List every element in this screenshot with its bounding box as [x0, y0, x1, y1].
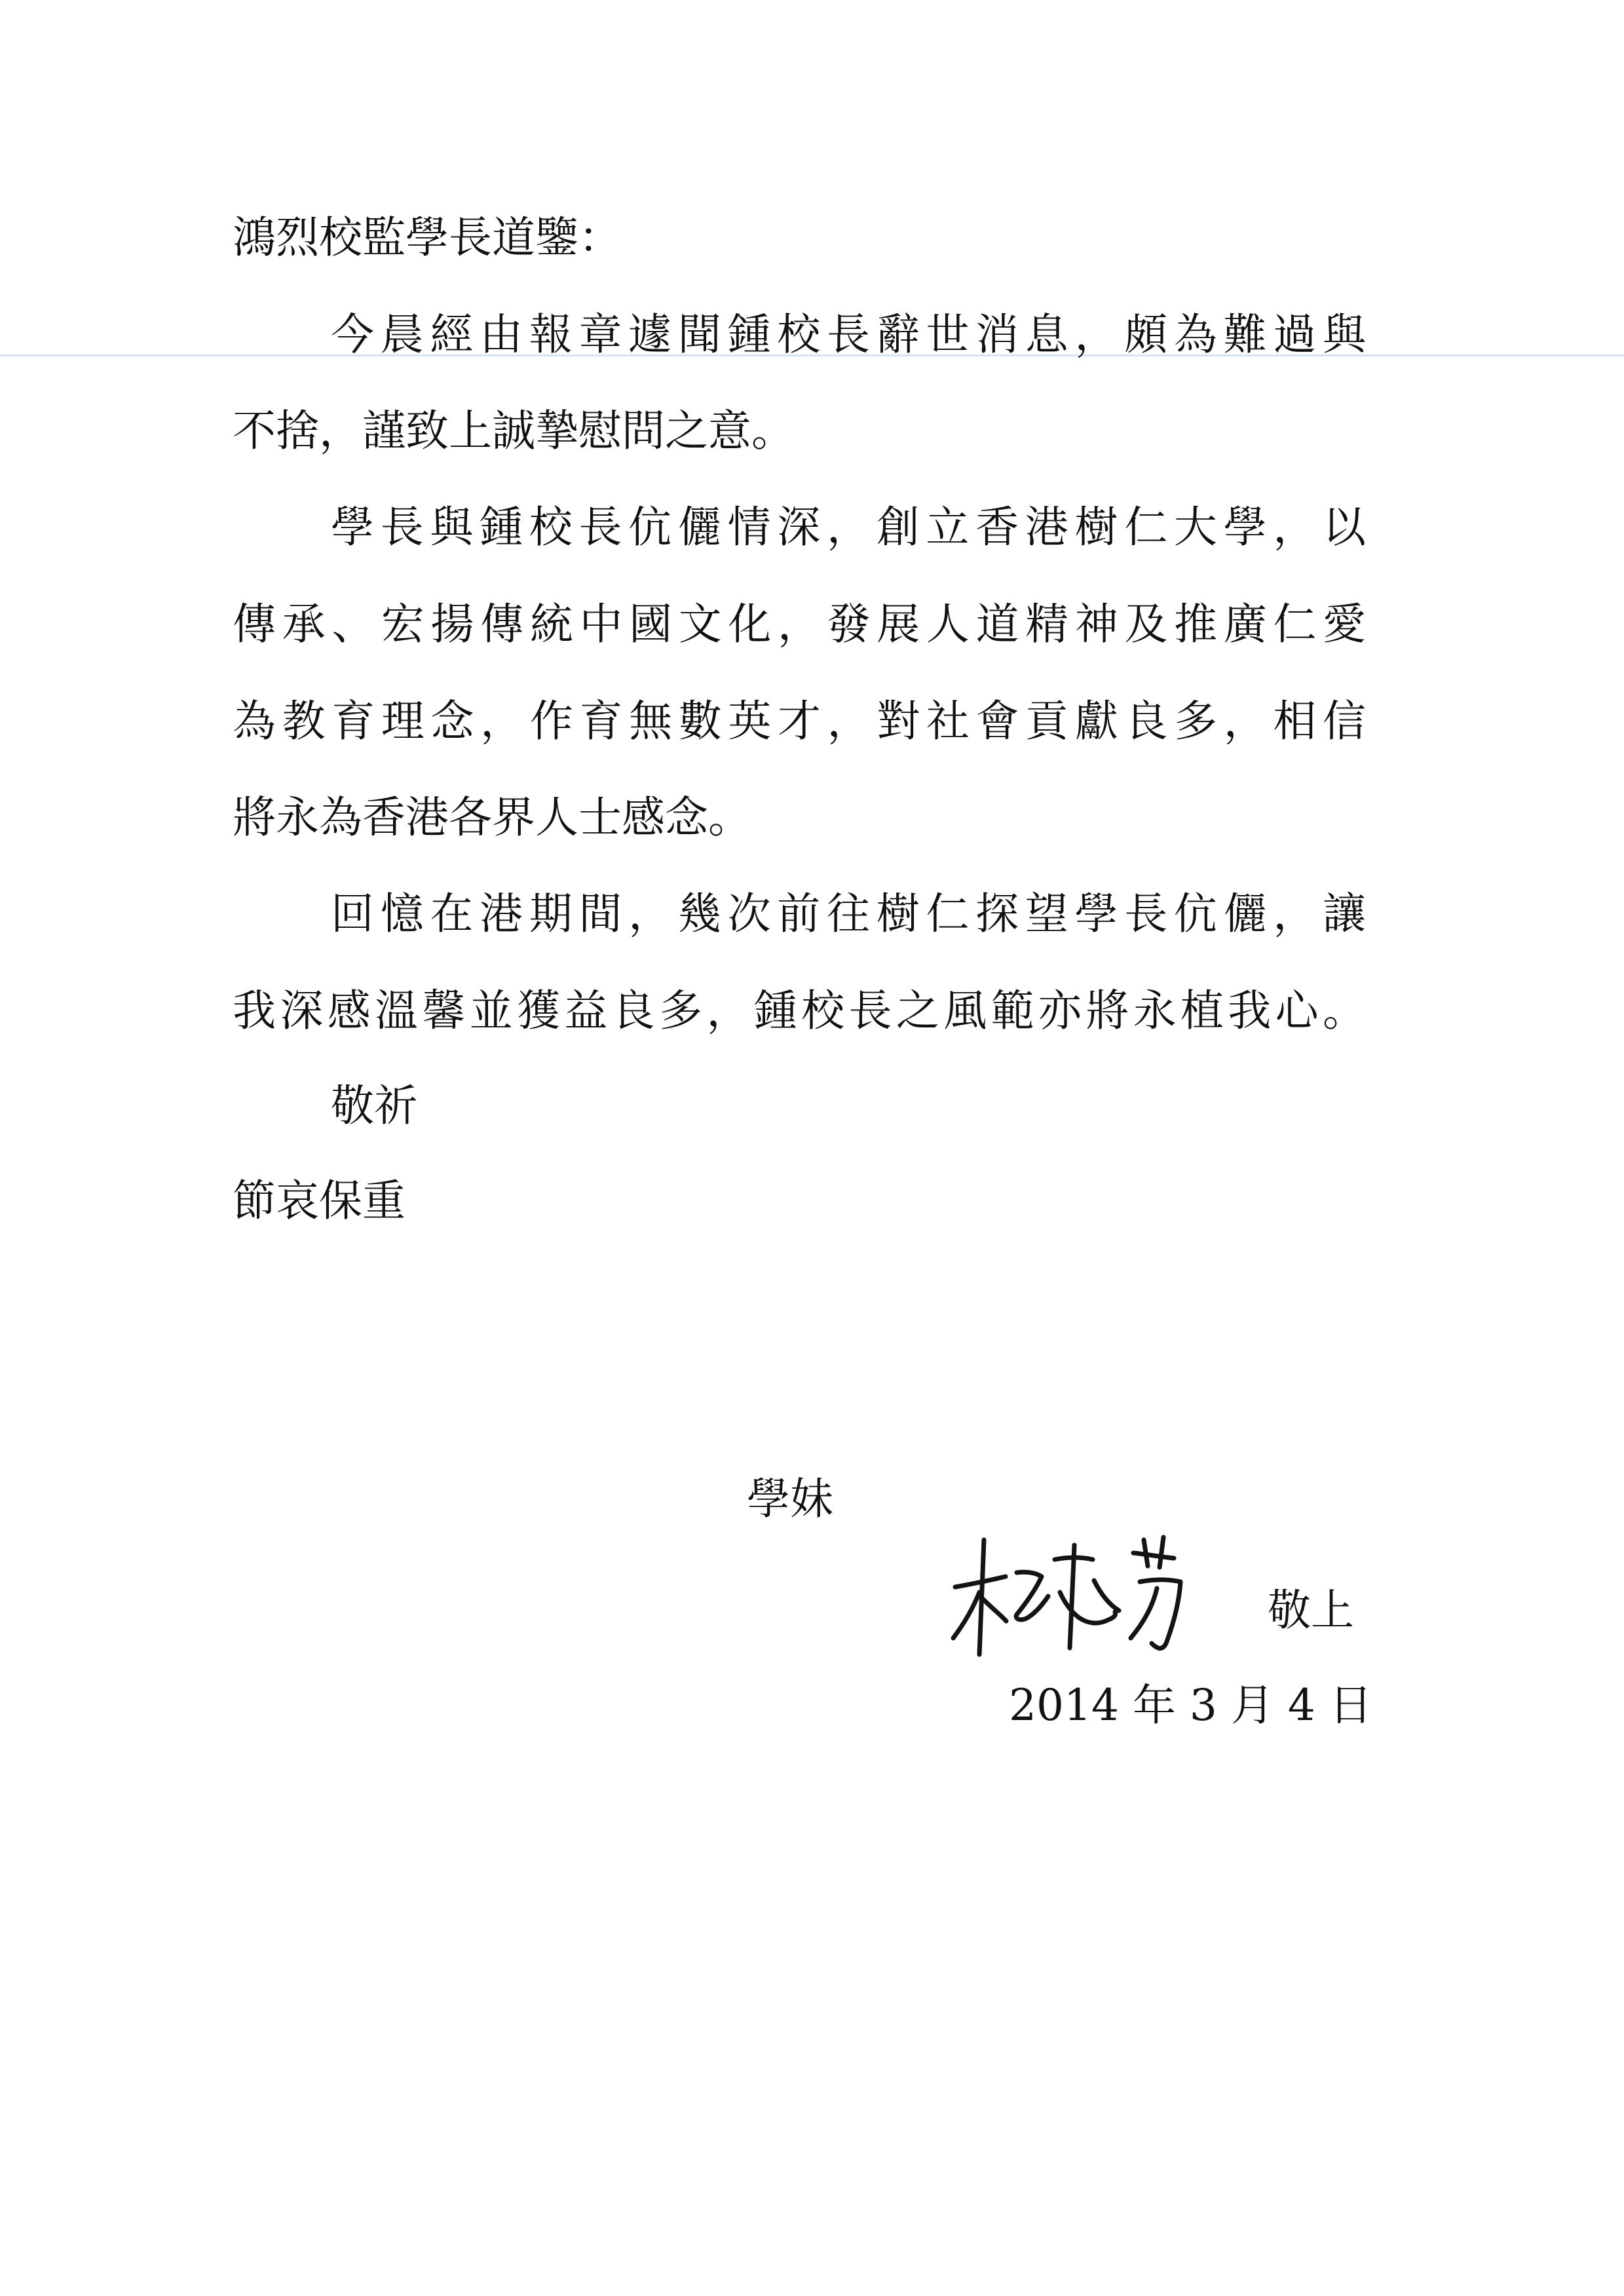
respectfully-yours: 敬上 — [1268, 1585, 1354, 1636]
closing-condolence: 節哀保重 — [233, 1176, 406, 1226]
paragraph-2-line-3: 為教育理念，作育無數英才，對社會貢獻良多，相信 — [233, 696, 1366, 746]
sender-title: 學妹 — [747, 1474, 833, 1524]
paragraph-2-line-2: 傳承、宏揚傳統中國文化，發展人道精神及推廣仁愛 — [233, 599, 1366, 649]
handwritten-signature — [943, 1533, 1225, 1664]
paragraph-1-line-2: 不捨，謹致上誠摯慰問之意。 — [233, 406, 795, 456]
salutation: 鴻烈校監學長道鑒： — [233, 212, 622, 263]
paragraph-3-line-2: 我深感溫馨並獲益良多，鍾校長之風範亦將永植我心。 — [233, 985, 1366, 1036]
paragraph-2-line-1: 學長與鍾校長伉儷情深，創立香港樹仁大學，以 — [331, 502, 1366, 552]
paragraph-3-line-1: 回憶在港期間，幾次前往樹仁探望學長伉儷，讓 — [331, 889, 1366, 939]
closing-wish: 敬祈 — [331, 1081, 417, 1131]
paragraph-2-line-4: 將永為香港各界人士感念。 — [233, 792, 751, 843]
letter-date: 2014 年 3 月 4 日 — [1009, 1680, 1372, 1731]
paragraph-1-line-1: 今晨經由報章遽聞鍾校長辭世消息，頗為難過與 — [331, 309, 1366, 360]
